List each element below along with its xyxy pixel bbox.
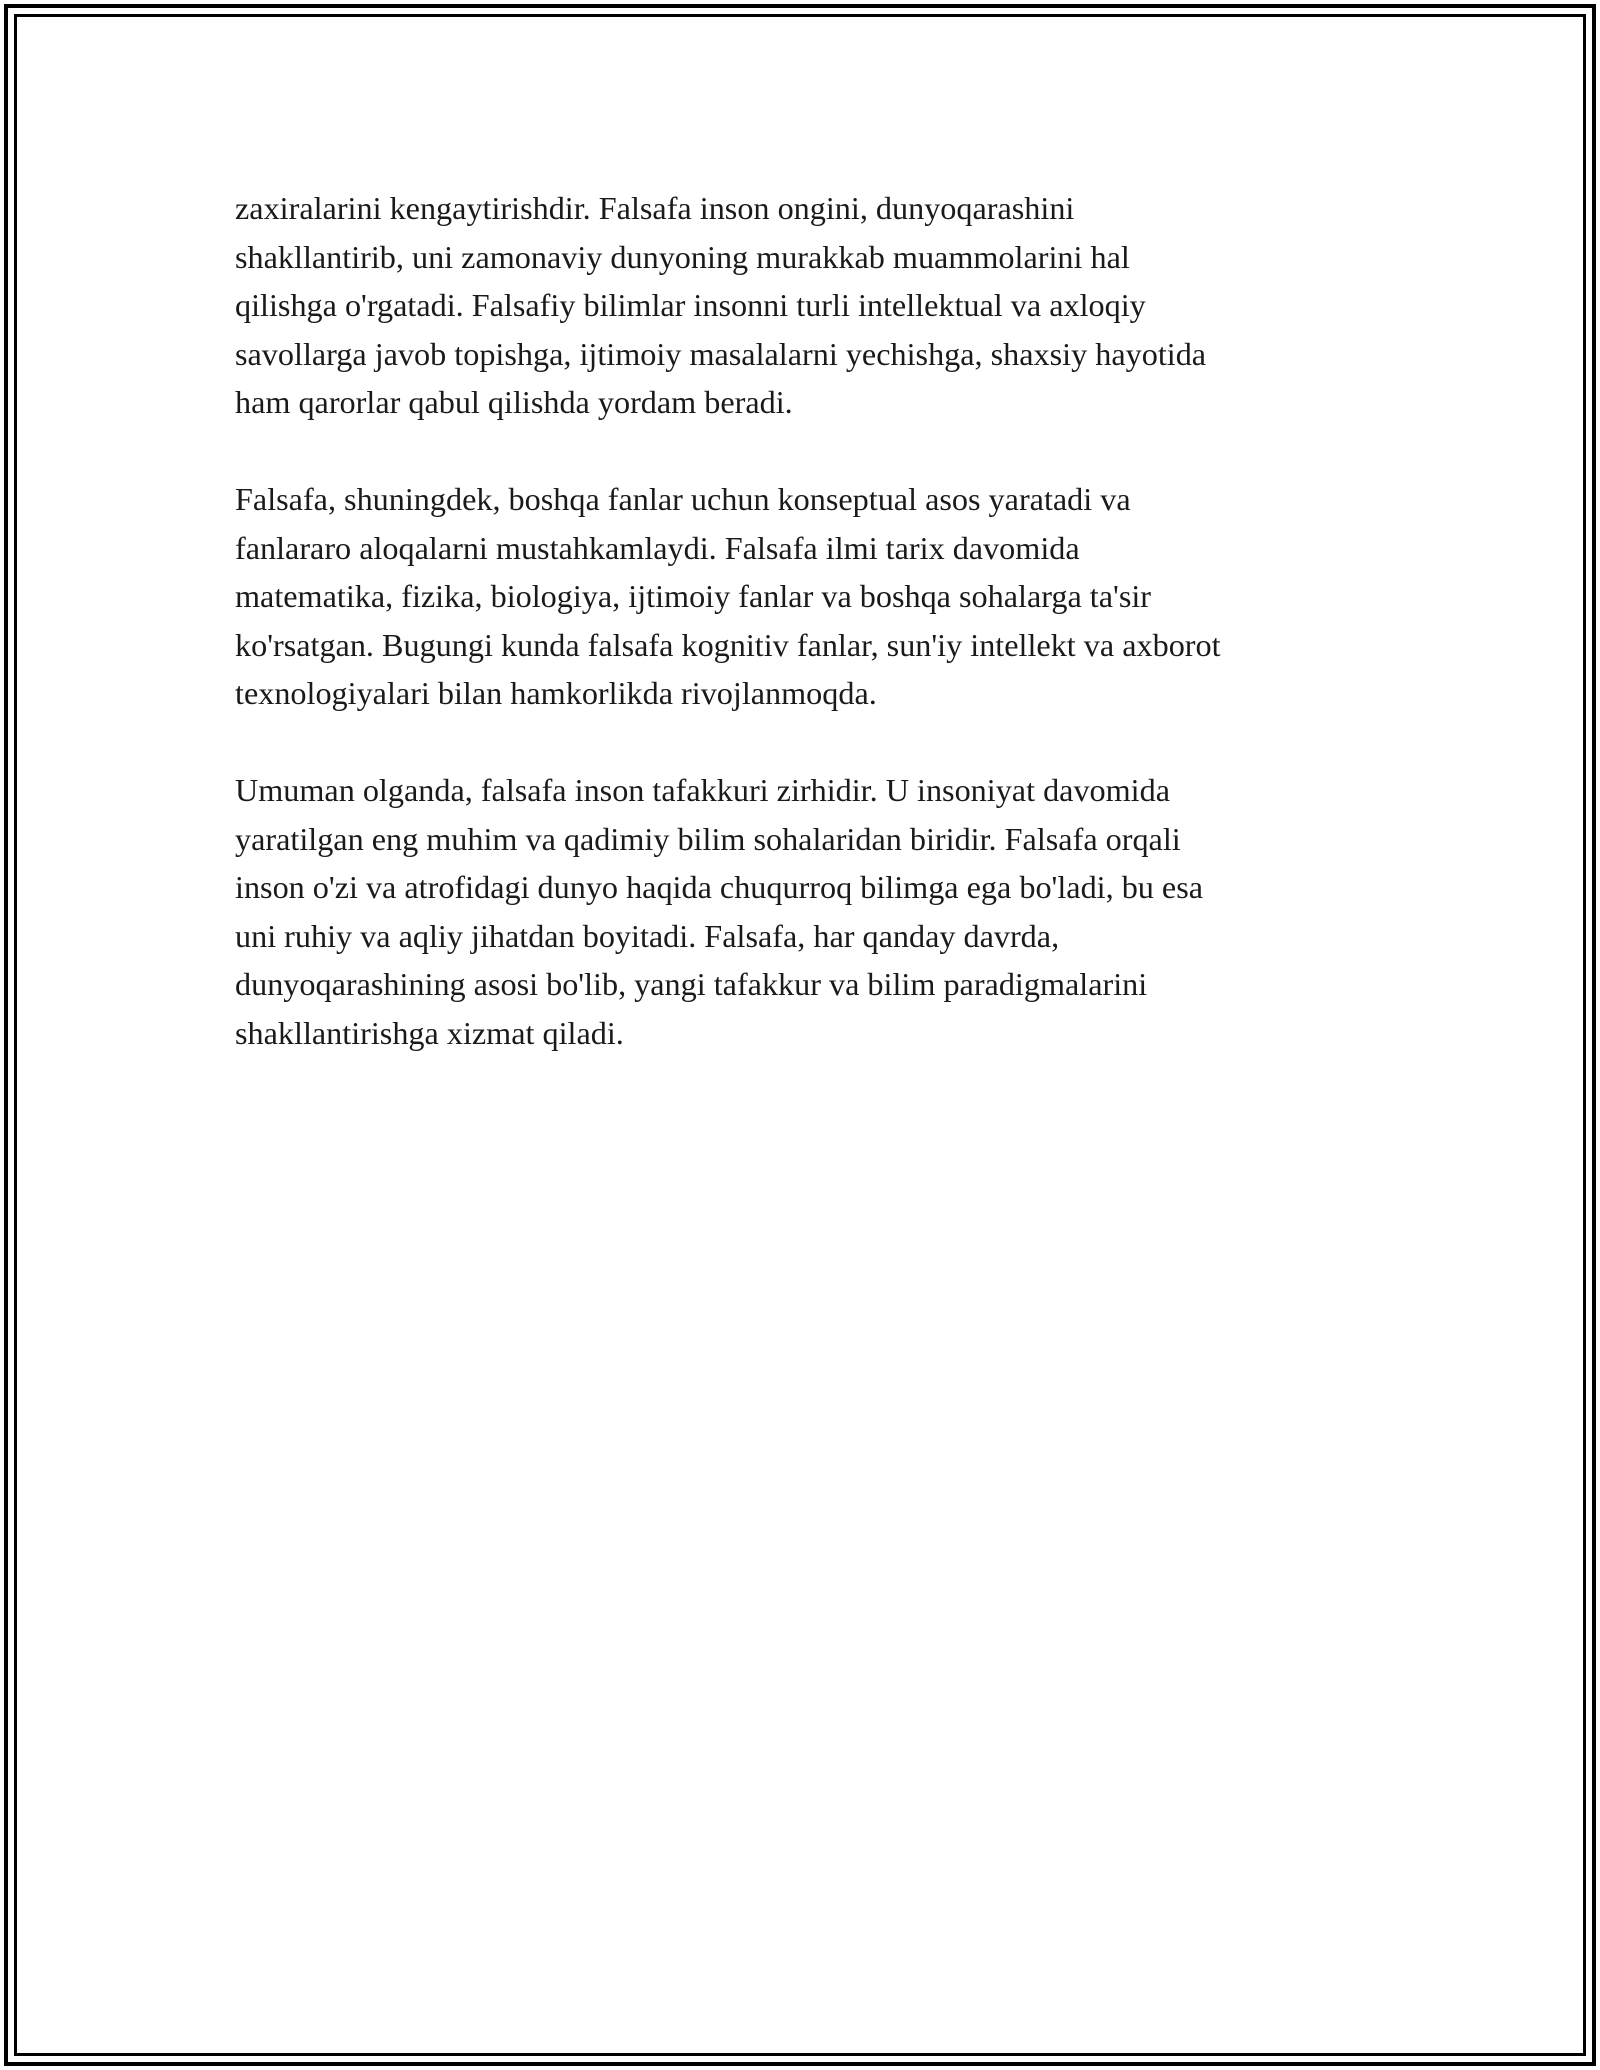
text-line: ham qarorlar qabul qilishda yordam beradi.: [235, 384, 793, 420]
text-line: savollarga javob topishga, ijtimoiy masalalarni yechishga, shaxsiy hayotida: [235, 335, 1207, 372]
text-line: qilishga o'rgatadi. Falsafiy bilimlar insonni turli intellektual va axloqiy: [235, 287, 1146, 323]
text-line: fanlararo aloqalarni mustahkamlaydi. Falsafa ilmi tarix davomida: [235, 529, 1080, 566]
paragraph-2: [235, 475, 1395, 718]
text-line: Umuman olganda, falsafa inson tafakkuri zirhidir. U insoniyat davomida: [235, 772, 1170, 808]
text-line: texnologiyalari bilan hamkorlikda rivojlanmoqda.: [235, 675, 877, 711]
text-line: matematika, fizika, biologiya, ijtimoiy fanlar va boshqa sohalarga ta'sir: [235, 578, 1152, 614]
text-line: dunyoqarashining asosi bo'lib, yangi tafakkur va bilim paradigmalarini: [235, 966, 1148, 1002]
text-line: Falsafa, shuningdek, boshqa fanlar uchun konseptual asos yaratadi va: [235, 481, 1131, 517]
text-line: shakllantirib, uni zamonaviy dunyoning murakkab muammolarini hal: [235, 238, 1130, 275]
text-line: shakllantirishga xizmat qiladi.: [235, 1014, 624, 1051]
document-body: [235, 184, 1395, 1106]
paragraph-1: [235, 184, 1395, 427]
text-line: ko'rsatgan. Bugungi kunda falsafa kognitiv fanlar, sun'iy intellekt va axborot: [235, 626, 1221, 663]
paragraph-3: [235, 766, 1395, 1057]
text-line: inson o'zi va atrofidagi dunyo haqida chuqurroq bilimga ega bo'ladi, bu esa: [235, 869, 1204, 905]
text-line: uni ruhiy va aqliy jihatdan boyitadi. Falsafa, har qanday davrda,: [235, 917, 1060, 954]
text-line: yaratilgan eng muhim va qadimiy bilim sohalaridan biridir. Falsafa orqali: [235, 820, 1181, 857]
text-line: zaxiralarini kengaytirishdir. Falsafa inson ongini, dunyoqarashini: [235, 190, 1075, 226]
